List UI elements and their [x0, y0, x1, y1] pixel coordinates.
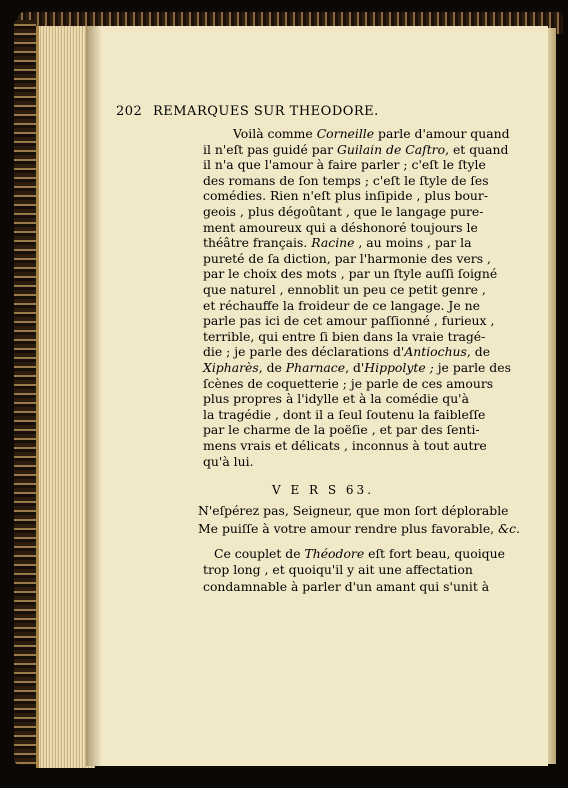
text-line: il n'eſt pas guidé par Guilain de Caſtro, et quand: [203, 141, 509, 157]
text-line: comédies. Rien n'eſt plus inſipide , plus bour-: [203, 188, 489, 204]
text-line: que naturel , ennoblit un peu ce petit genre ,: [203, 282, 486, 297]
text-line: et réchauffe la froideur de ce langage. Je ne: [203, 297, 480, 313]
page-header: [116, 104, 446, 119]
text-line: geois , plus dégoûtant , que le langage pure-: [203, 204, 484, 219]
text-line: ment amoureux qui a déshonoré toujours le: [203, 219, 478, 235]
text-line: des romans de ſon temps ; c'eſt le ſtyle de ſes: [203, 172, 489, 188]
text-line: il n'a que l'amour à faire parler ; c'eſt le ſtyle: [203, 157, 486, 173]
text-line: ſcènes de coquetterie ; je parle de ces amours: [203, 375, 494, 391]
text-line: la tragédie , dont il a ſeul ſoutenu la faibleſſe: [203, 406, 486, 422]
gutter-shadow: [86, 26, 102, 766]
text-line: pureté de ſa diction, par l'harmonie des vers ,: [203, 250, 491, 266]
text-line: condamnable à parler d'un amant qui s'unit à: [203, 578, 490, 594]
text-line: Ce couplet de Théodore eſt fort beau, quoique: [214, 546, 505, 561]
text-line: par le charme de la poëſie , et par des ſenti-: [203, 422, 480, 438]
text-line: N'eſpérez pas, Seigneur, que mon ſort déplorable: [198, 503, 509, 518]
text-line: plus propres à l'idylle et à la comédie qu'à: [203, 391, 469, 407]
text-line: Xipharès, de Pharnace, d'Hippolyte ; je parle des: [203, 360, 511, 375]
text-line: théâtre français. Racine , au moins , par la: [203, 235, 472, 251]
text-line: terrible, qui entre ſi bien dans la vraie tragé-: [203, 328, 486, 344]
text-line: trop long , et quoiqu'il y ait une affectation: [203, 562, 473, 578]
text-line: qu'à lui.: [203, 453, 254, 469]
text-line: Voilà comme Corneille parle d'amour quand: [233, 126, 510, 141]
page-number: 202: [116, 104, 143, 119]
text-line: mens vrais et délicats , inconnus à tout autre: [203, 438, 487, 453]
running-title: REMARQUES SUR THEODORE.: [152, 104, 379, 119]
text-line: par le choix des mots , par un ſtyle auſſi ſoigné: [203, 266, 498, 282]
verse-heading: V E R S 63.: [271, 483, 375, 497]
text-line: die ; je parle des déclarations d'Antiochus, de: [203, 344, 491, 360]
text-line: parle pas ici de cet amour paſſionné , furieux ,: [203, 313, 495, 329]
book-binding-spine: [14, 20, 36, 765]
text-line: Me puiſſe à votre amour rendre plus favorable, &c.: [198, 520, 520, 536]
